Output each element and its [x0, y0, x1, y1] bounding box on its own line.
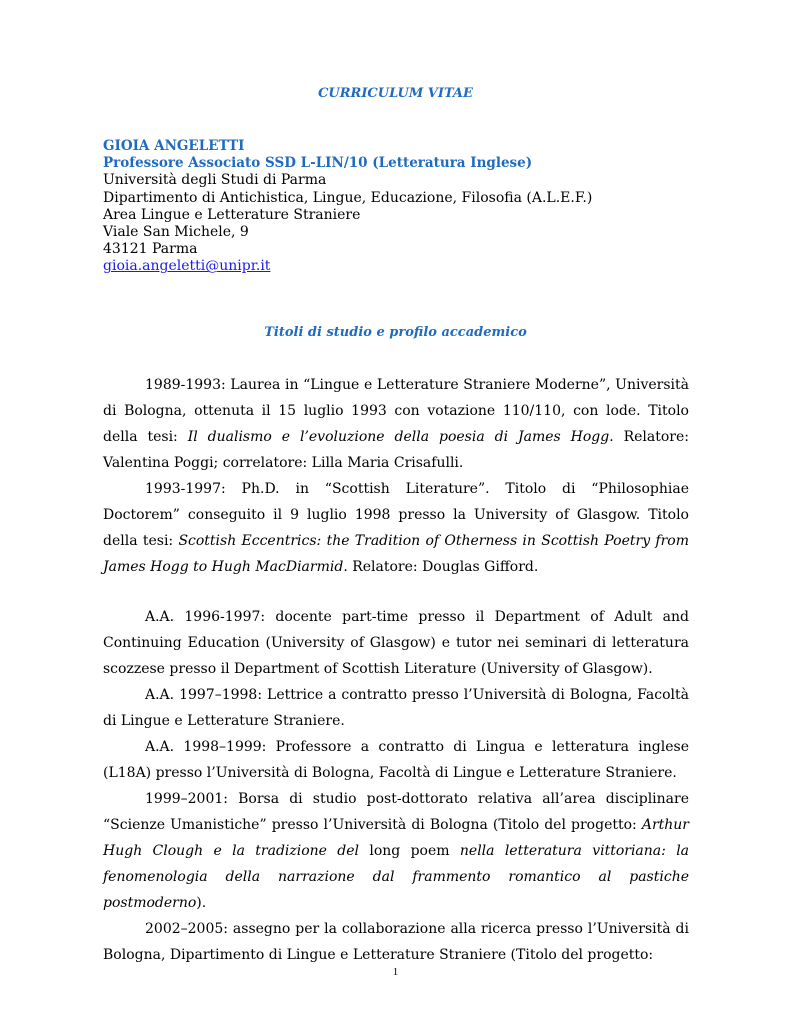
career-block [103, 604, 689, 968]
para1-text-c: . Relatore: Valentina Poggi; correlatore: Lilla Maria Crisafulli. [103, 429, 689, 471]
paragraph-2002: 2002–2005: assegno per la collaborazione alla ricerca presso l’Università di Bologna, Dipartimento di Lingue e Letterature Straniere (Titolo del progetto: [103, 921, 689, 963]
university-line: Università degli Studi di Parma [103, 172, 327, 189]
area-line: Area Lingue e Letterature Straniere [103, 206, 361, 223]
city-line: 43121 Parma [103, 241, 198, 258]
para2-thesis-title: Scottish Eccentrics: the Tradition of Otherness in Scottish Poetry from James Hogg to Hugh MacDiarmid [103, 533, 689, 575]
author-role: Professore Associato SSD L-LIN/10 (Letteratura Inglese) [103, 155, 533, 172]
department-line: Dipartimento di Antichistica, Lingue, Educazione, Filosofia (A.L.E.F.) [103, 189, 593, 206]
para2-text-a: 1993-1997: Ph.D. in “Scottish Literature”. Titolo di “Philosophiae Doctorem” conseguito il 9 luglio 1998 presso la University of Glasgow. Titolo della tesi: [103, 481, 689, 549]
paragraph-1996: A.A. 1996-1997: docente part-time presso il Department of Adult and Continuing Education (University of Glasgow) e tutor nei seminari di letteratura scozzese presso il Department of Scottish Literature (University of Glasgow). [103, 609, 689, 677]
page-number: 1 [392, 966, 399, 978]
para1-thesis-title: Il dualismo e l’evoluzione della poesia di James Hogg [187, 429, 610, 445]
para2-text-c: . Relatore: Douglas Gifford. [343, 559, 539, 575]
education-block [103, 372, 689, 580]
paragraph-1997: A.A. 1997–1998: Lettrice a contratto presso l’Università di Bologna, Facoltà di Lingue e Letterature Straniere. [103, 687, 689, 729]
paragraph-1999 [103, 786, 689, 916]
para6-project-a: Arthur Hugh Clough e la tradizione del [103, 817, 689, 859]
author-name: GIOIA ANGELETTI [103, 138, 245, 154]
para6-text-a: 1999–2001: Borsa di studio post-dottorato relativa all’area disciplinare “Scienze Umanistiche” presso l’Università di Bologna (Titolo del progetto: [103, 791, 689, 833]
para6-text-c: long poem [359, 843, 460, 859]
document-title: CURRICULUM VITAE [318, 86, 473, 101]
para1-text-a: 1989-1993: Laurea in “Lingue e Letterature Straniere Moderne”, Università di Bologna, ottenuta il 15 luglio 1993 con votazione 110/110, con lode. Titolo della tesi: [103, 377, 689, 445]
email-link[interactable]: gioia.angeletti@unipr.it [103, 258, 271, 275]
street-line: Viale San Michele, 9 [103, 224, 249, 241]
paragraph-1998: A.A. 1998–1999: Professore a contratto di Lingua e letteratura inglese (L18A) presso l’Università di Bologna, Facoltà di Lingue e Letterature Straniere. [103, 739, 689, 781]
para6-text-e: ). [196, 895, 207, 911]
contact-header [103, 138, 703, 276]
paragraph-laurea [103, 372, 689, 476]
paragraph-phd [103, 476, 689, 580]
section-title: Titoli di studio e profilo accademico [264, 325, 527, 340]
para6-project-d: nella letteratura vittoriana: la fenomenologia della narrazione dal frammento romantico al pastiche postmoderno [103, 843, 690, 911]
